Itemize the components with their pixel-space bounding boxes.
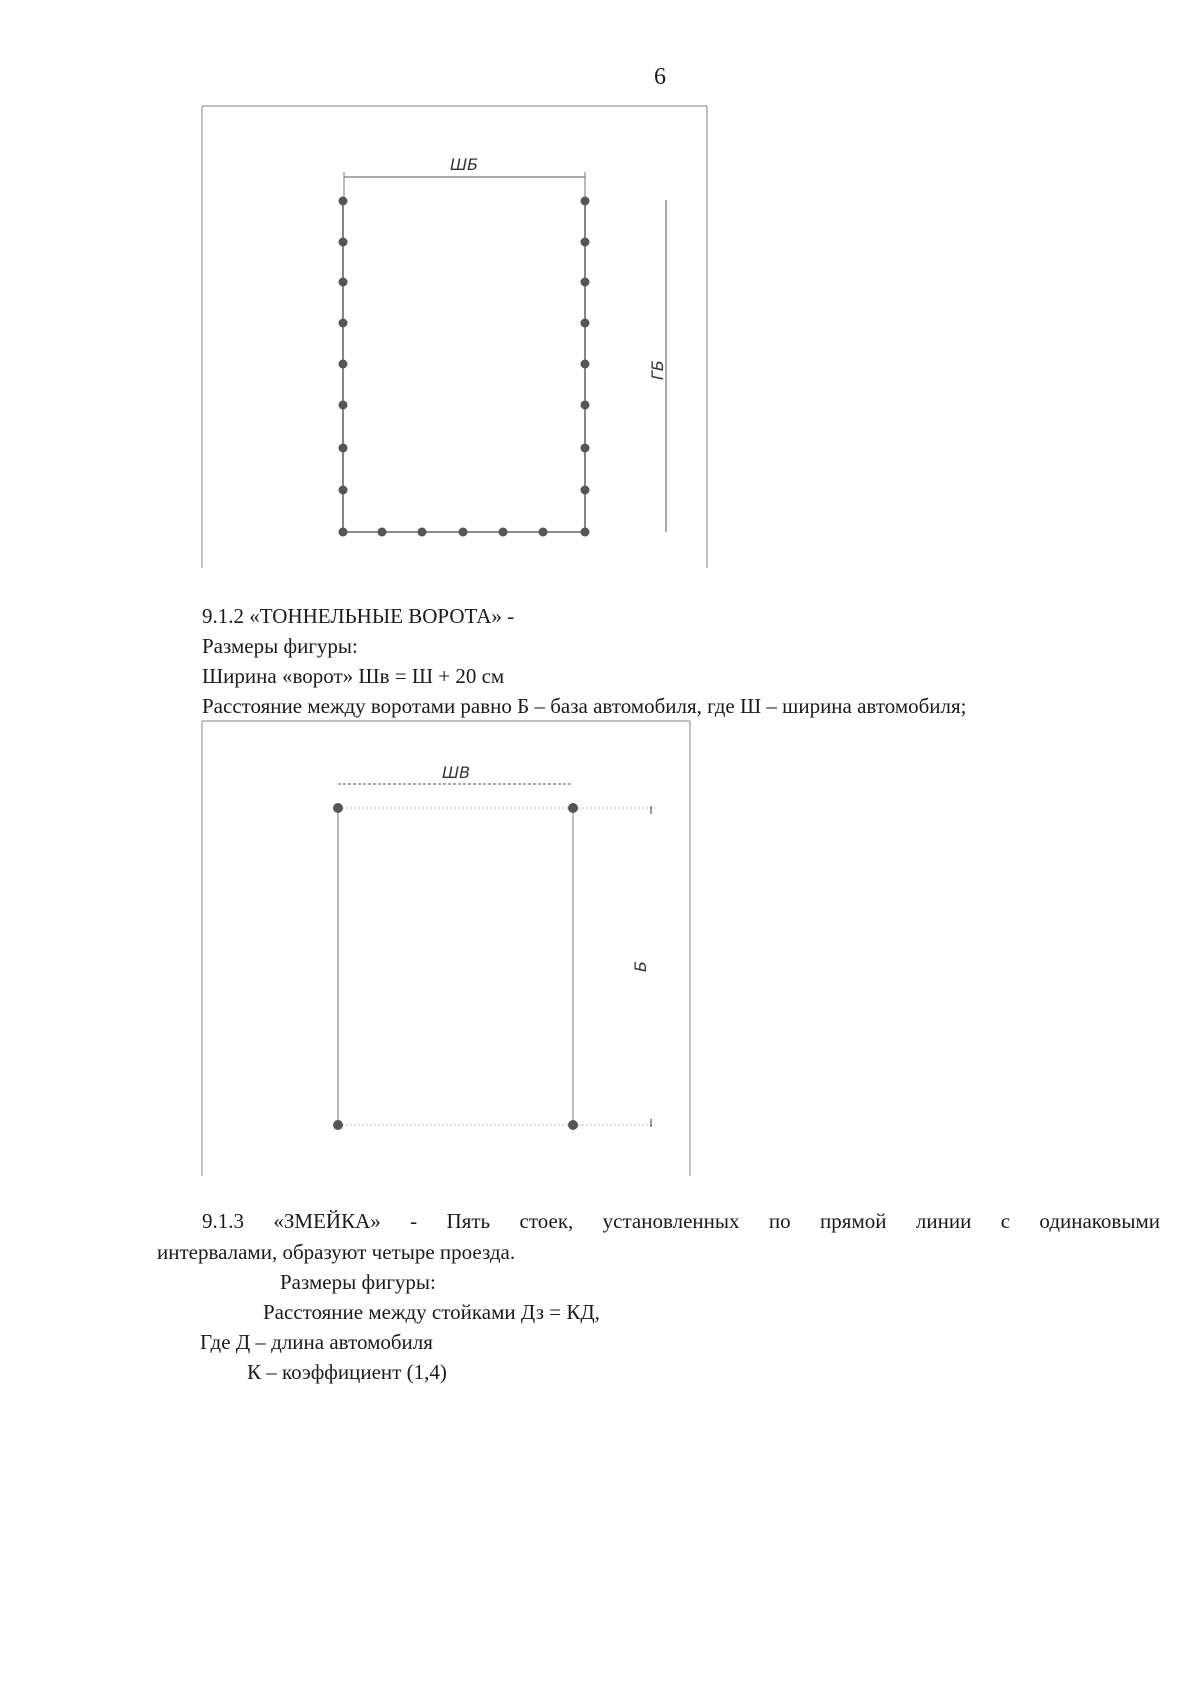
tunnel-heading: 9.1.2 «ТОННЕЛЬНЫЕ ВОРОТА» - (202, 604, 515, 628)
figure1-width-label: ШБ (450, 155, 479, 174)
figure2-width-label: ШВ (442, 763, 471, 782)
snake-where-coefficient: К – коэффициент (1,4) (247, 1360, 447, 1384)
page-number: 6 (654, 64, 666, 90)
figure2-posts (333, 803, 578, 1130)
snake-heading: 9.1.3 «ЗМЕЙКА» - Пять стоек, установленных по прямой линии с одинаковыми (202, 1209, 1160, 1233)
post-marker (568, 803, 578, 813)
snake-distance-rule: Расстояние между стойками Дз = КД, (263, 1300, 600, 1324)
post-marker (568, 1120, 578, 1130)
tunnel-sizes-label: Размеры фигуры: (202, 634, 358, 658)
snake-heading-continued: интервалами, образуют четыре проезда. (157, 1240, 516, 1264)
post-marker (333, 803, 343, 813)
snake-where-length: Где Д – длина автомобиля (200, 1330, 433, 1354)
figure1-depth-label: ГБ (648, 360, 667, 380)
tunnel-distance-rule: Расстояние между воротами равно Б – база автомобиля, где Ш – ширина автомобиля; (202, 694, 967, 718)
figure2-depth-label: Б (631, 961, 650, 972)
snake-sizes-label: Размеры фигуры: (280, 1270, 436, 1294)
tunnel-width-rule: Ширина «ворот» Шв = Ш + 20 см (202, 664, 505, 688)
post-marker (333, 1120, 343, 1130)
